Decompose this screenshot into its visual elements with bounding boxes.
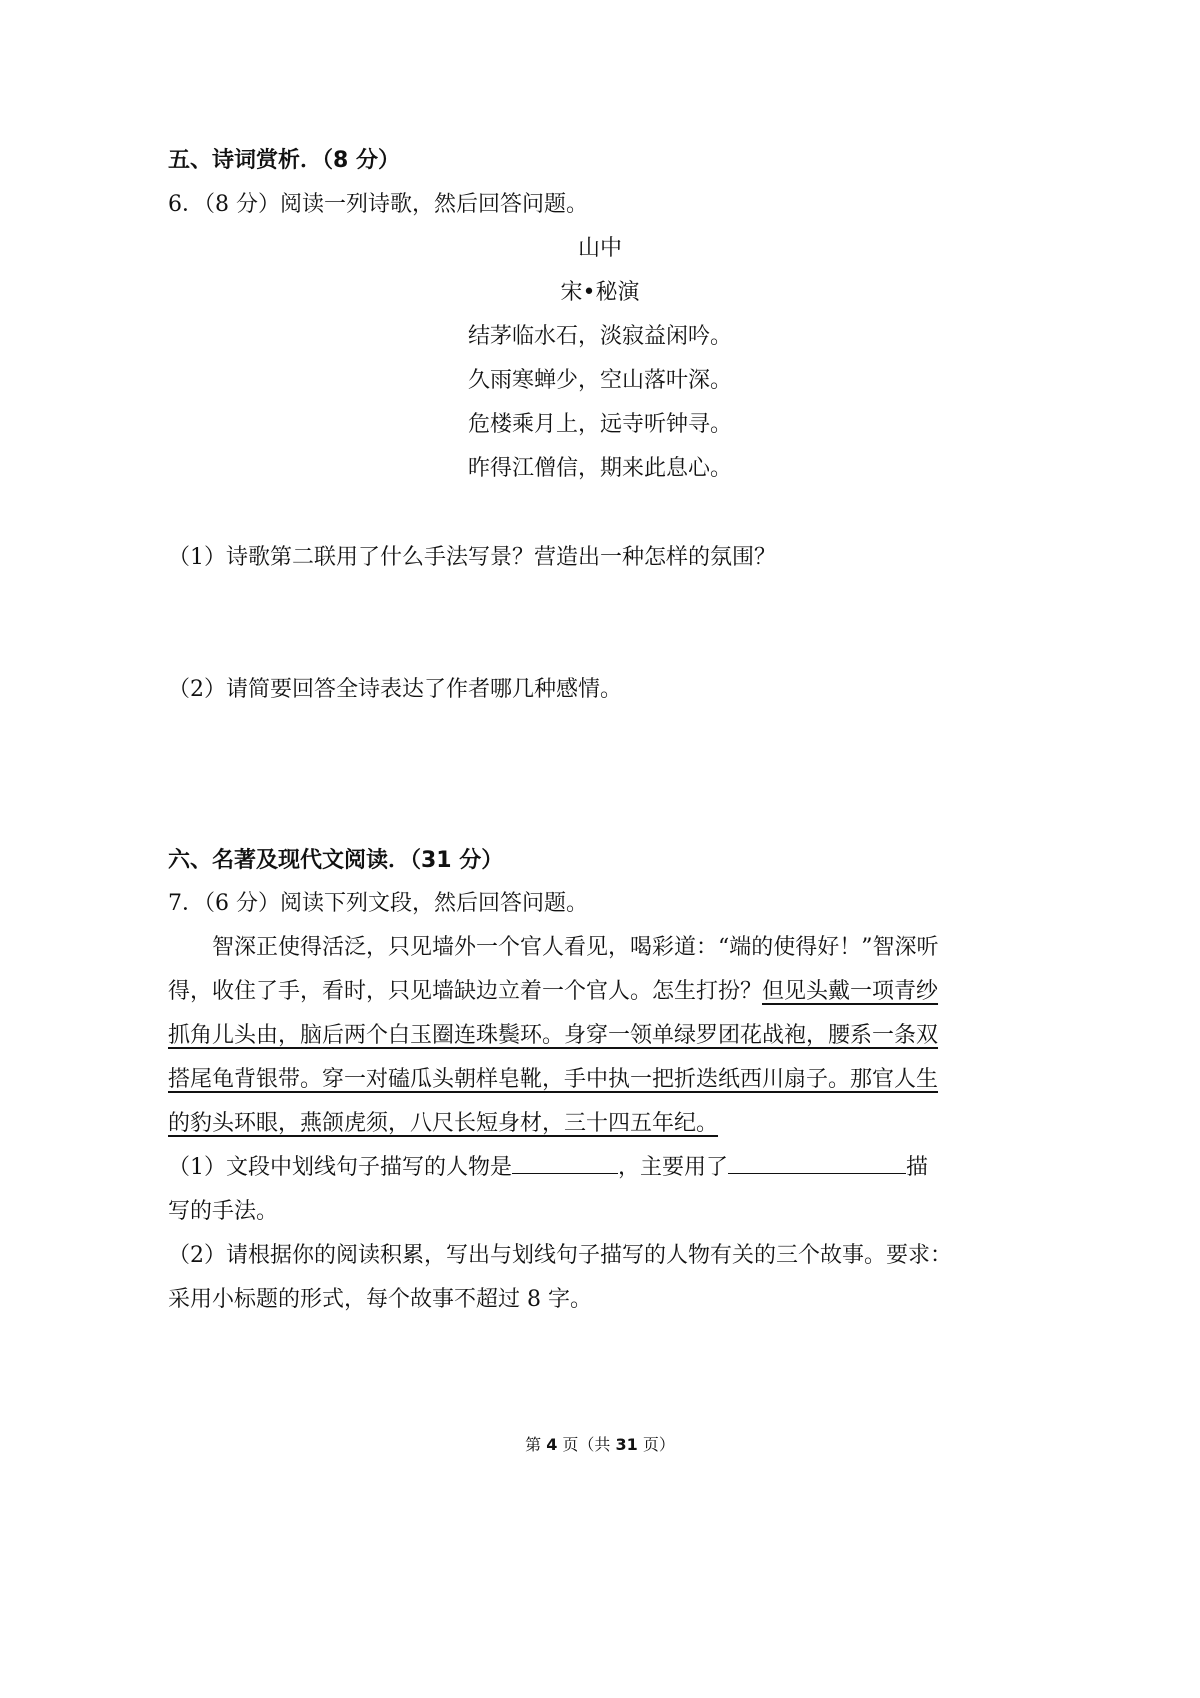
poem-title: 山中	[577, 236, 622, 261]
question-6-sub-1: （1）诗歌第二联用了什么手法写景？营造出一种怎样的氛围？	[168, 545, 776, 570]
sub-question-text: 描	[906, 1155, 929, 1180]
section-heading-reading: 六、名著及现代文阅读．（31 分）	[168, 848, 504, 873]
poem-author: 宋•秘演	[560, 280, 640, 305]
footer-text: 第	[525, 1435, 547, 1454]
passage-text: 得，收住了手，看时，只见墙缺边立着一个官人。怎生打扮？	[168, 979, 763, 1004]
question-7-stem: 7．（6 分）阅读下列文段，然后回答问题。	[168, 891, 588, 916]
passage-line	[168, 974, 938, 1005]
answer-blank-technique[interactable]	[728, 1151, 906, 1174]
poem-line: 久雨寒蝉少，空山落叶深。	[467, 368, 732, 393]
underlined-passage-text: 的豹头环眼，燕颌虎须，八尺长短身材，三十四五年纪。	[168, 1111, 719, 1136]
underlined-passage-text: 抓角儿头由，脑后两个白玉圈连珠鬓环。身穿一领单绿罗团花战袍，腰系一条双	[168, 1023, 939, 1048]
answer-blank-character[interactable]	[512, 1151, 618, 1174]
question-6-stem: 6．（8 分）阅读一列诗歌，然后回答问题。	[168, 192, 588, 217]
passage-line: 智深正使得活泛，只见墙外一个官人看见，喝彩道：“端的使得好！”智深听	[212, 935, 939, 960]
section-heading-poetry: 五、诗词赏析．（8 分）	[168, 148, 400, 173]
footer-text: 页（共	[557, 1435, 616, 1454]
poem-line: 昨得江僧信，期来此息心。	[467, 456, 732, 481]
question-7-sub-1-continued: 写的手法。	[168, 1199, 279, 1224]
underlined-passage-text: 搭尾龟背银带。穿一对磕瓜头朝样皂靴，手中执一把折迭纸西川扇子。那官人生	[168, 1067, 939, 1092]
question-6-sub-2: （2）请简要回答全诗表达了作者哪几种感情。	[168, 677, 622, 702]
page-footer	[0, 1432, 1200, 1455]
sub-question-text: ，主要用了	[618, 1155, 729, 1180]
page-total: 31	[615, 1435, 638, 1454]
question-7-sub-2-continued: 采用小标题的形式，每个故事不超过 8 字。	[168, 1287, 592, 1312]
poem-line: 结茅临水石，淡寂益闲吟。	[467, 324, 732, 349]
question-7-sub-2: （2）请根据你的阅读积累，写出与划线句子描写的人物有关的三个故事。要求：	[168, 1243, 952, 1268]
underlined-passage-text: 但见头戴一项青纱	[762, 979, 939, 1004]
poem-line: 危楼乘月上，远寺听钟寻。	[467, 412, 732, 437]
sub-question-text: （1）文段中划线句子描写的人物是	[168, 1155, 512, 1180]
footer-text: 页）	[637, 1435, 675, 1454]
page-number: 4	[546, 1435, 558, 1454]
question-7-sub-1	[168, 1150, 928, 1181]
